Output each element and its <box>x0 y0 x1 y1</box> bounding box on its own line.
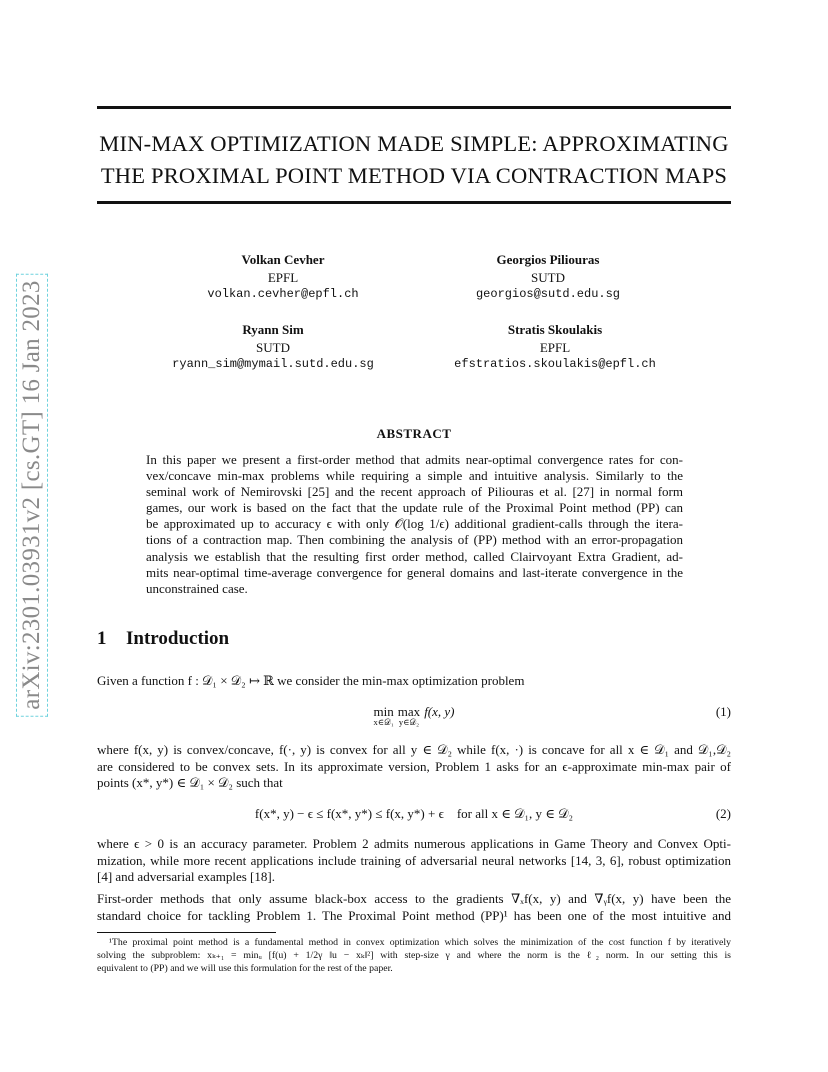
equation-2 <box>97 806 731 824</box>
title-top-rule <box>97 106 731 109</box>
intro-paragraph <box>97 742 731 792</box>
author-name: Georgios Piliouras <box>496 252 600 267</box>
equation-number: (2) <box>715 806 731 821</box>
abstract-body <box>146 452 683 597</box>
author-block <box>123 321 423 374</box>
author-affiliation: SUTD <box>256 339 290 355</box>
author-block <box>398 251 698 304</box>
author-block <box>133 251 433 304</box>
paragraph-line: [4] and adversarial examples [18]. <box>97 869 275 884</box>
arxiv-identifier-stamp: arXiv:2301.03931v2 [cs.GT] 16 Jan 2023 <box>16 273 48 716</box>
abstract-line: analysis we establish that the resulting first order method, called Clairvoyant Extra Gradient, ad- <box>146 548 683 564</box>
paper-title <box>97 128 731 192</box>
footnote-line: ¹The proximal point method is a fundamental method in convex optimization which solves the minimization of the cost function f by iteratively <box>109 937 731 948</box>
equation-body: f(x*, y) − ϵ ≤ f(x*, y*) ≤ f(x, y*) + ϵ for all x ∈ 𝒟₁, y ∈ 𝒟₂ <box>254 806 574 821</box>
paragraph-line: are considered to be convex sets. In its approximate version, Problem 1 asks for an ϵ-approximate min-max pair of <box>97 758 731 774</box>
abstract-line: In this paper we present a first-order method that admits near-optimal convergence rates for con- <box>146 452 683 467</box>
abstract-line: games, our work is based on the fact that the update rule of the Proximal Point method (PP) can <box>146 500 683 516</box>
paper-title-line-1: MIN-MAX OPTIMIZATION MADE SIMPLE: APPROXIMATING <box>99 131 729 156</box>
equation-expression: f(x, y) <box>424 704 455 719</box>
footnote-line: equivalent to (PP) and we will use this formulation for the rest of the paper. <box>97 963 393 974</box>
abstract-heading: ABSTRACT <box>376 426 452 441</box>
author-block <box>405 321 705 374</box>
author-name: Volkan Cevher <box>241 252 325 267</box>
footnote <box>97 936 731 975</box>
author-email[interactable]: ryann_sim@mymail.sutd.edu.sg <box>172 357 374 371</box>
author-email[interactable]: efstratios.skoulakis@epfl.ch <box>454 357 656 371</box>
equation-subscript: x∈𝒟₁ <box>373 717 394 727</box>
abstract-line: unconstrained case. <box>146 580 248 596</box>
author-affiliation: SUTD <box>531 269 565 285</box>
abstract-line: vex/concave min-max problems while requiring a simple and intuitive analysis. Similarly to the <box>146 468 683 484</box>
paragraph-line: standard choice for tackling Problem 1. The Proximal Point method (PP)¹ has been one of the most intuitive and <box>97 907 731 923</box>
author-name: Ryann Sim <box>242 322 304 337</box>
equation-subscript: y∈𝒟₂ <box>398 717 420 727</box>
paragraph-line: mization, while more recent applications include training of adversarial neural networks [14, 3, 6], robust optimization <box>97 852 731 868</box>
paragraph-line: where ϵ > 0 is an accuracy parameter. Problem 2 admits numerous applications in Game Theory and Convex Opti- <box>97 836 731 851</box>
paragraph-line: where f(x, y) is convex/concave, f(·, y) is convex for all y ∈ 𝒟₂ while f(x, ·) is concave for all x ∈ 𝒟₁ and 𝒟₁,𝒟₂ <box>97 742 731 757</box>
abstract-line: mits near-optimal time-average convergence for general domains and last-iterate convergence in the <box>146 564 683 580</box>
abstract-line: be approximated up to accuracy ϵ with only 𝒪(log 1/ϵ) additional gradient-calls through the itera- <box>146 516 683 532</box>
section-title: Introduction <box>126 628 230 649</box>
section-number: 1 <box>97 628 107 649</box>
intro-paragraph <box>97 836 731 886</box>
title-bottom-rule <box>97 201 731 204</box>
author-affiliation: EPFL <box>539 339 571 355</box>
equation-operator: max <box>397 704 421 719</box>
author-name: Stratis Skoulakis <box>507 322 603 337</box>
paper-title-line-2: THE PROXIMAL POINT METHOD VIA CONTRACTION MAPS <box>100 163 728 188</box>
author-affiliation: EPFL <box>267 269 299 285</box>
footnote-rule <box>97 932 276 933</box>
intro-paragraph <box>97 891 731 924</box>
footnote-line: solving the subproblem: xₖ₊₁ = minᵤ [f(u) + 1/2γ ‖u − xₖ‖²] with step-size γ and where the norm is the ℓ₂ norm. In our setting this is <box>97 950 731 961</box>
equation-operator: min <box>373 704 394 719</box>
equation-1 <box>97 704 731 732</box>
equation-number: (1) <box>715 704 731 719</box>
abstract-line: tions of a contraction map. Then combining the analysis of (PP) method with an error-propagation <box>146 532 683 548</box>
paragraph-line: Given a function f : 𝒟₁ × 𝒟₂ ↦ ℝ we consider the min-max optimization problem <box>97 673 525 688</box>
section-heading <box>97 628 229 650</box>
author-email[interactable]: volkan.cevher@epfl.ch <box>207 287 359 301</box>
abstract-line: seminal work of Nemirovski [25] and the recent approach of Piliouras et al. [27] in normal form <box>146 484 683 500</box>
paragraph-line: First-order methods that only assume black-box access to the gradients ∇ₓf(x, y) and ∇ᵧf(x, y) have been the <box>97 891 731 906</box>
author-email[interactable]: georgios@sutd.edu.sg <box>475 287 621 301</box>
paragraph-line: points (x*, y*) ∈ 𝒟₁ × 𝒟₂ such that <box>97 775 283 790</box>
equation-body <box>97 704 731 728</box>
intro-paragraph <box>97 673 731 690</box>
